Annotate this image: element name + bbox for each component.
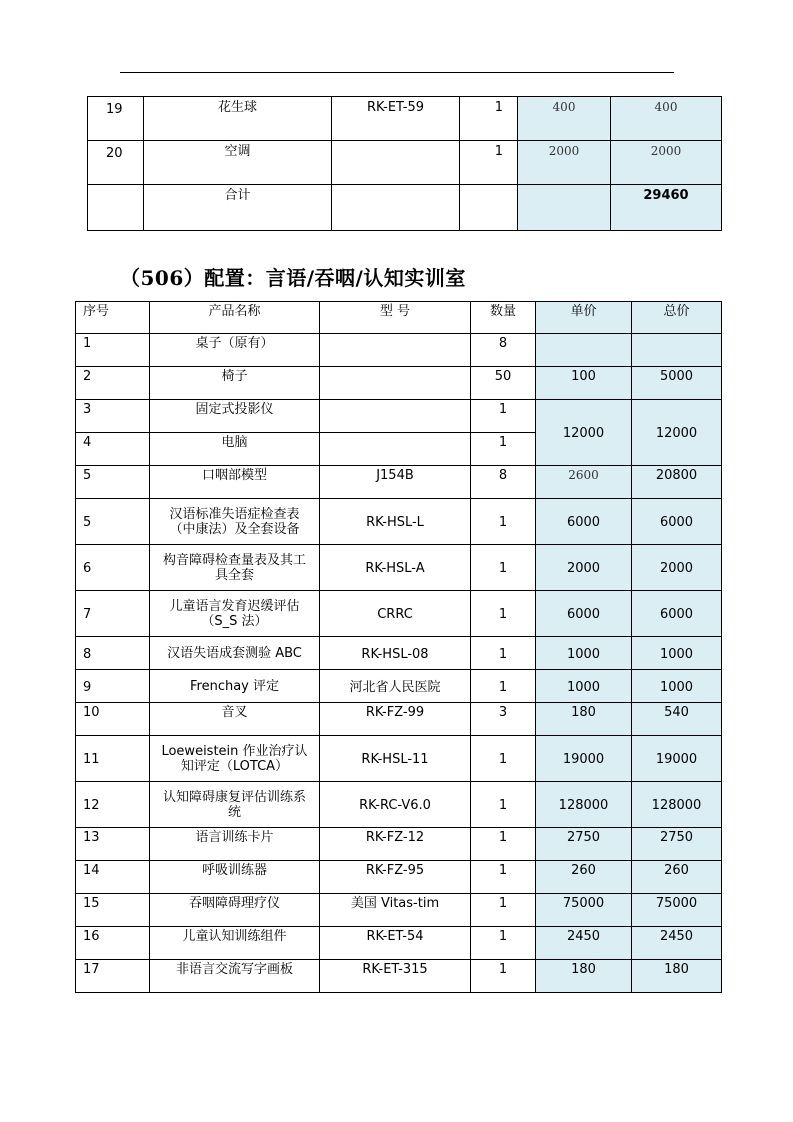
row-number: 1 [76, 334, 150, 367]
unit-price: 2000 [536, 545, 632, 591]
total-price: 128000 [632, 782, 722, 828]
product-name: 椅子 [150, 367, 320, 400]
model: RK-HSL-11 [320, 736, 471, 782]
quantity: 1 [471, 545, 536, 591]
header-unit: 单价 [536, 302, 632, 334]
row-number: 14 [76, 861, 150, 894]
quantity: 1 [471, 828, 536, 861]
unit-price: 6000 [536, 591, 632, 637]
unit-price: 2000 [518, 141, 611, 185]
row-number: 19 [88, 97, 144, 141]
product-name: Loeweistein 作业治疗认知评定（LOTCA） [150, 736, 320, 782]
quantity: 1 [471, 637, 536, 670]
model: RK-RC-V6.0 [320, 782, 471, 828]
table-row [76, 400, 722, 433]
table-row [76, 861, 722, 894]
model: RK-HSL-A [320, 545, 471, 591]
row-number: 15 [76, 894, 150, 927]
model: RK-ET-54 [320, 927, 471, 960]
row-number: 12 [76, 782, 150, 828]
total-price: 260 [632, 861, 722, 894]
total-price: 180 [632, 960, 722, 993]
product-name: 汉语标准失语症检查表（中康法）及全套设备 [150, 499, 320, 545]
quantity: 1 [471, 433, 536, 466]
product-name: 空调 [144, 141, 332, 185]
header-rule [120, 72, 674, 73]
product-name: 非语言交流写字画板 [150, 960, 320, 993]
row-number: 2 [76, 367, 150, 400]
table-row [76, 637, 722, 670]
unit-price: 2600 [536, 466, 632, 499]
table-row [76, 334, 722, 367]
model: RK-ET-315 [320, 960, 471, 993]
product-name: 电脑 [150, 433, 320, 466]
header-model: 型 号 [320, 302, 471, 334]
table-row [76, 927, 722, 960]
total-price: 540 [632, 703, 722, 736]
table-row [76, 591, 722, 637]
model: RK-FZ-95 [320, 861, 471, 894]
equipment-table-continued [87, 96, 722, 231]
table-row [88, 141, 722, 185]
quantity: 8 [471, 466, 536, 499]
table-header-row [76, 302, 722, 334]
table-row [76, 736, 722, 782]
total-price: 400 [611, 97, 722, 141]
table-row [76, 670, 722, 703]
total-price: 75000 [632, 894, 722, 927]
unit-price: 128000 [536, 782, 632, 828]
table-row [76, 367, 722, 400]
product-name: 固定式投影仪 [150, 400, 320, 433]
total-price: 2000 [611, 141, 722, 185]
unit-price: 180 [536, 703, 632, 736]
total-price: 6000 [632, 591, 722, 637]
quantity: 1 [471, 400, 536, 433]
unit-price [536, 334, 632, 367]
quantity: 1 [471, 499, 536, 545]
row-number: 5 [76, 466, 150, 499]
total-price: 20800 [632, 466, 722, 499]
row-number: 11 [76, 736, 150, 782]
row-number: 8 [76, 637, 150, 670]
model: RK-FZ-12 [320, 828, 471, 861]
model: 美国 Vitas-tim [320, 894, 471, 927]
quantity: 1 [471, 894, 536, 927]
row-number: 20 [88, 141, 144, 185]
table-row [76, 782, 722, 828]
total-price: 2450 [632, 927, 722, 960]
row-number: 4 [76, 433, 150, 466]
unit-price: 2450 [536, 927, 632, 960]
model: RK-HSL-08 [320, 637, 471, 670]
unit-price: 75000 [536, 894, 632, 927]
unit-price: 6000 [536, 499, 632, 545]
unit-price: 100 [536, 367, 632, 400]
total-price: 12000 [632, 400, 722, 466]
product-name: Frenchay 评定 [150, 670, 320, 703]
product-name: 构音障碍检查量表及其工具全套 [150, 545, 320, 591]
table-row [76, 894, 722, 927]
unit-price: 19000 [536, 736, 632, 782]
product-name: 吞咽障碍理疗仪 [150, 894, 320, 927]
model: RK-HSL-L [320, 499, 471, 545]
quantity: 1 [460, 97, 518, 141]
model [320, 334, 471, 367]
unit-price: 1000 [536, 637, 632, 670]
model: CRRC [320, 591, 471, 637]
header-total: 总价 [632, 302, 722, 334]
unit-price: 180 [536, 960, 632, 993]
table-row [76, 828, 722, 861]
quantity: 1 [471, 960, 536, 993]
row-number: 17 [76, 960, 150, 993]
sum-row [88, 185, 722, 231]
total-price: 5000 [632, 367, 722, 400]
quantity: 3 [471, 703, 536, 736]
table-row [76, 545, 722, 591]
row-number: 9 [76, 670, 150, 703]
table-row [88, 97, 722, 141]
total-price: 2750 [632, 828, 722, 861]
sum-label: 合计 [144, 185, 332, 231]
section-heading: （506）配置：言语/吞咽/认知实训室 [120, 266, 466, 290]
product-name: 认知障碍康复评估训练系统 [150, 782, 320, 828]
table-row [76, 466, 722, 499]
total-price: 6000 [632, 499, 722, 545]
quantity: 1 [471, 927, 536, 960]
quantity: 1 [460, 141, 518, 185]
row-number: 16 [76, 927, 150, 960]
product-name: 儿童认知训练组件 [150, 927, 320, 960]
equipment-table [75, 301, 722, 993]
table-row [76, 703, 722, 736]
model [320, 433, 471, 466]
unit-price: 400 [518, 97, 611, 141]
row-number: 3 [76, 400, 150, 433]
total-price [632, 334, 722, 367]
sum-total: 29460 [611, 185, 722, 231]
quantity: 1 [471, 736, 536, 782]
product-name: 呼吸训练器 [150, 861, 320, 894]
quantity: 1 [471, 670, 536, 703]
table-row [76, 960, 722, 993]
row-number: 13 [76, 828, 150, 861]
product-name: 语言训练卡片 [150, 828, 320, 861]
unit-price: 260 [536, 861, 632, 894]
total-price: 19000 [632, 736, 722, 782]
unit-price: 1000 [536, 670, 632, 703]
unit-price: 12000 [536, 400, 632, 466]
unit-price: 2750 [536, 828, 632, 861]
quantity: 1 [471, 782, 536, 828]
row-number: 6 [76, 545, 150, 591]
header-no: 序号 [76, 302, 150, 334]
model: J154B [320, 466, 471, 499]
product-name: 汉语失语成套测验 ABC [150, 637, 320, 670]
total-price: 1000 [632, 637, 722, 670]
header-name: 产品名称 [150, 302, 320, 334]
table-row [76, 499, 722, 545]
product-name: 音叉 [150, 703, 320, 736]
quantity: 8 [471, 334, 536, 367]
quantity: 50 [471, 367, 536, 400]
model: RK-ET-59 [332, 97, 460, 141]
product-name: 桌子（原有） [150, 334, 320, 367]
model: 河北省人民医院 [320, 670, 471, 703]
quantity: 1 [471, 861, 536, 894]
quantity: 1 [471, 591, 536, 637]
product-name: 口咽部模型 [150, 466, 320, 499]
product-name: 花生球 [144, 97, 332, 141]
row-number: 10 [76, 703, 150, 736]
product-name: 儿童语言发育迟缓评估（S_S 法） [150, 591, 320, 637]
model [320, 400, 471, 433]
model [320, 367, 471, 400]
model [332, 141, 460, 185]
row-number: 7 [76, 591, 150, 637]
row-number: 5 [76, 499, 150, 545]
total-price: 1000 [632, 670, 722, 703]
header-qty: 数量 [471, 302, 536, 334]
total-price: 2000 [632, 545, 722, 591]
model: RK-FZ-99 [320, 703, 471, 736]
